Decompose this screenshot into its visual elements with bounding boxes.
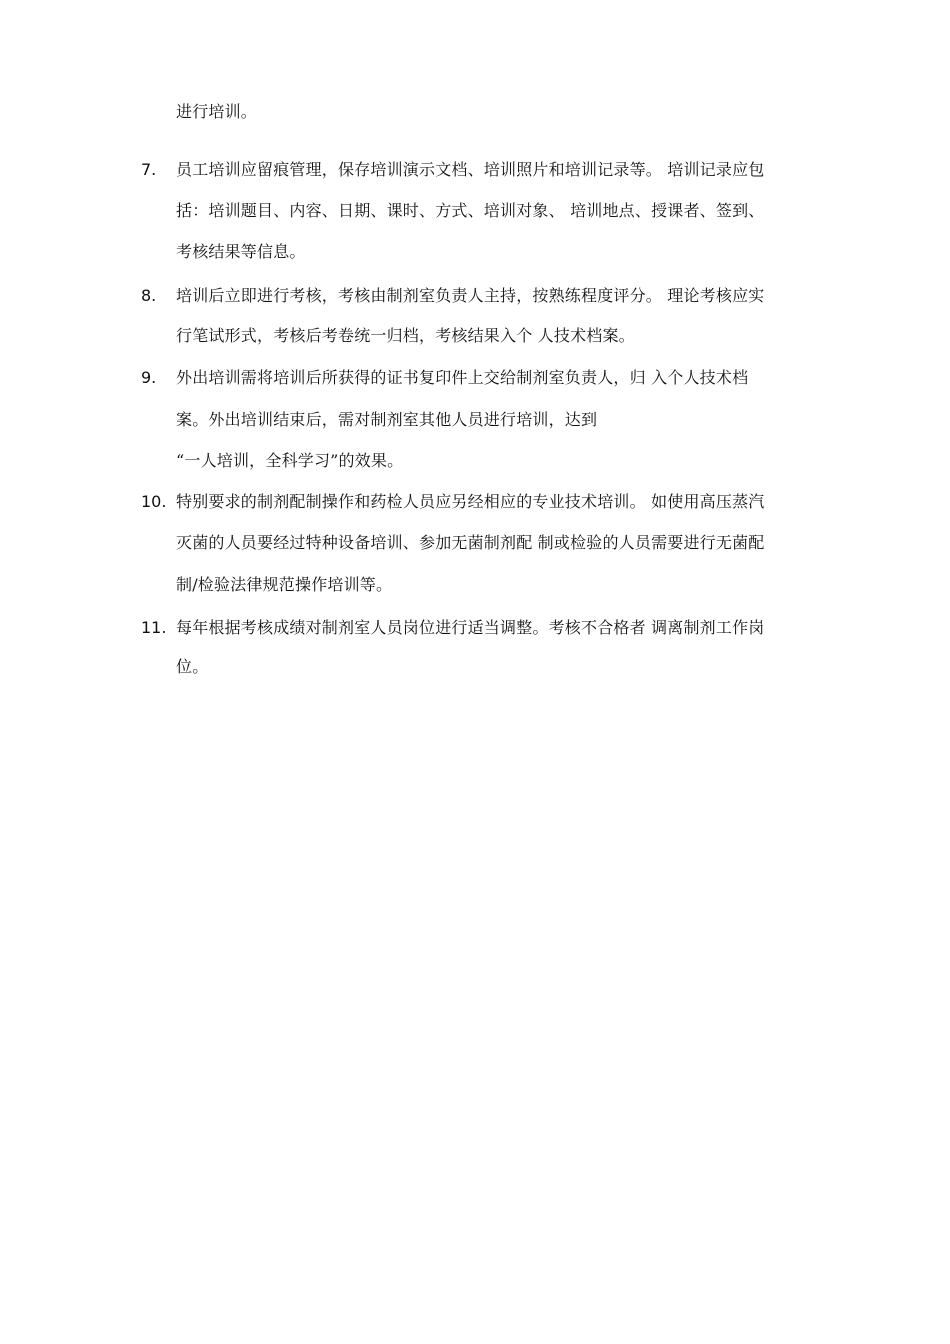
item-number: 7.	[141, 160, 157, 179]
item-line: “一人培训，全科学习”的效果。	[176, 451, 404, 470]
item-line: 外出培训需将培训后所获得的证书复印件上交给制剂室负责人，归 入个人技术档	[176, 368, 749, 387]
item-line: 制/检验法律规范操作培训等。	[176, 575, 393, 594]
item-line: 灭菌的人员要经过特种设备培训、参加无菌制剂配 制或检验的人员需要进行无菌配	[176, 533, 765, 552]
item-line: 培训后立即进行考核，考核由制剂室负责人主持，按熟练程度评分。 理论考核应实	[176, 286, 765, 305]
item-number: 11.	[141, 618, 167, 637]
item-line: 括：培训题目、内容、日期、课时、方式、培训对象、 培训地点、授课者、签到、	[176, 201, 765, 220]
item-line: 行笔试形式，考核后考卷统一归档，考核结果入个 人技术档案。	[176, 326, 635, 345]
intro-line: 进行培训。	[176, 102, 258, 121]
item-number: 8.	[141, 286, 157, 305]
item-line: 位。	[176, 657, 209, 676]
item-line: 案。外出培训结束后，需对制剂室其他人员进行培训，达到	[176, 410, 598, 429]
item-line: 每年根据考核成绩对制剂室人员岗位进行适当调整。考核不合格者 调离制剂工作岗	[176, 618, 765, 637]
item-number: 9.	[141, 368, 157, 387]
item-line: 考核结果等信息。	[176, 242, 306, 261]
item-number: 10.	[141, 492, 167, 511]
item-line: 特别要求的制剂配制操作和药检人员应另经相应的专业技术培训。 如使用高压蒸汽	[176, 492, 765, 511]
item-line: 员工培训应留痕管理，保存培训演示文档、培训照片和培训记录等。 培训记录应包	[176, 160, 765, 179]
